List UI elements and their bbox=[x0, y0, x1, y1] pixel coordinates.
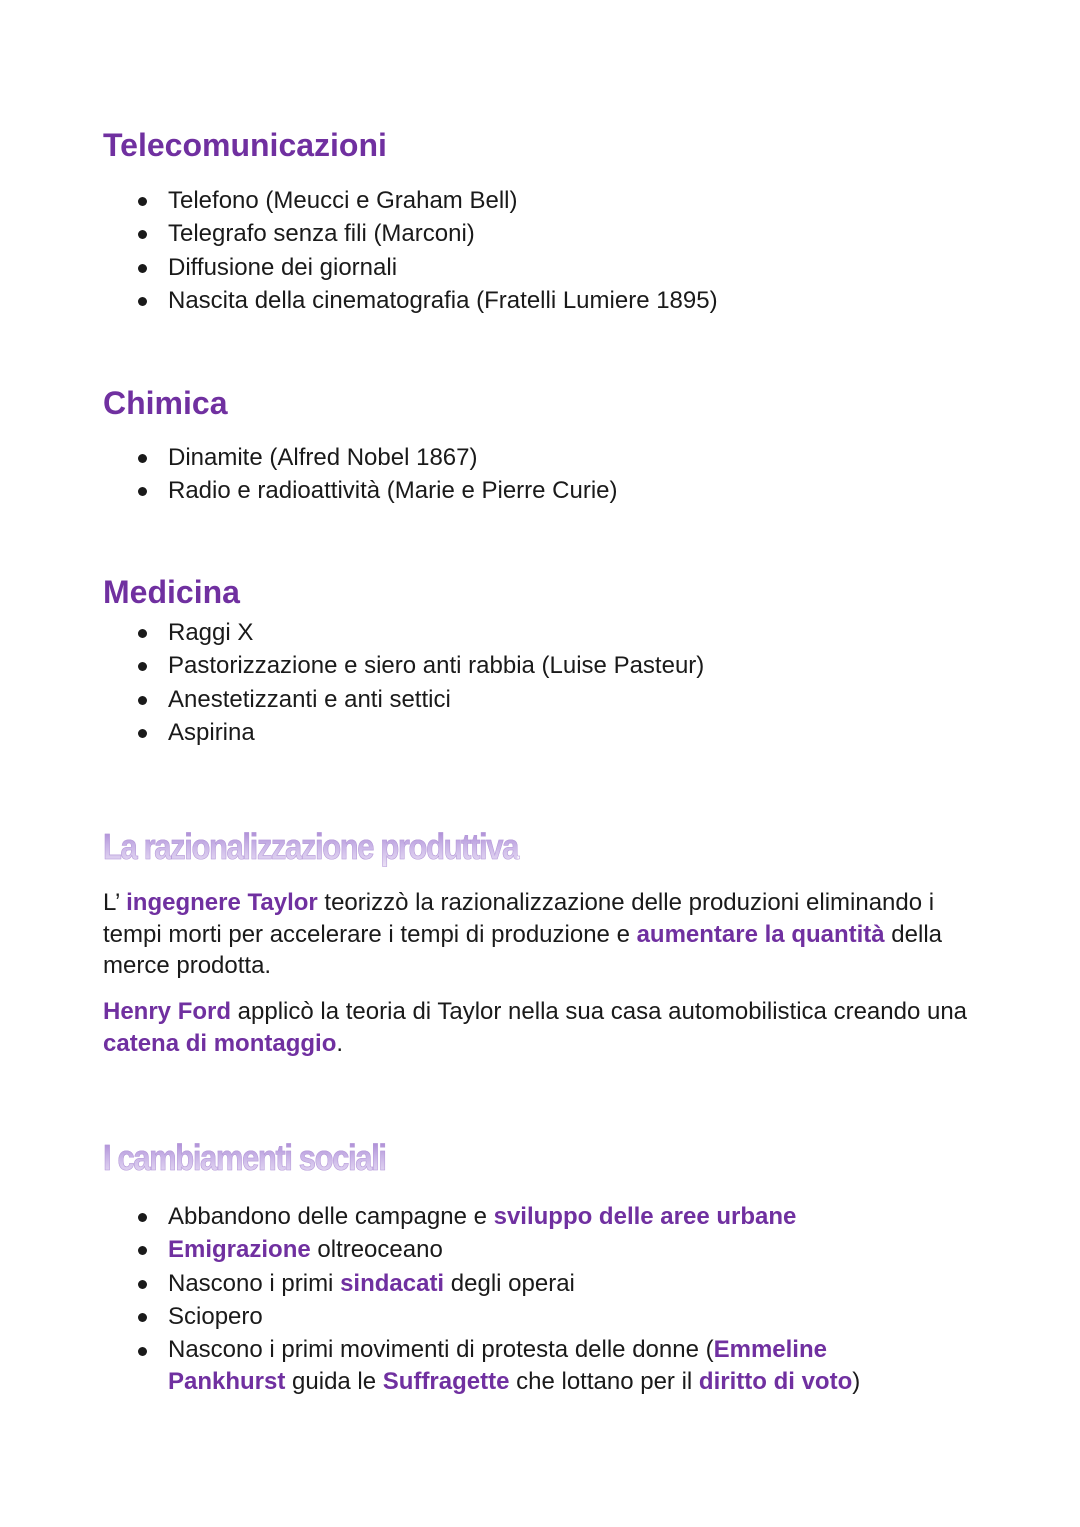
list-medicina bbox=[103, 616, 704, 749]
list-item: Aspirina bbox=[103, 716, 704, 749]
heading-chimica: Chimica bbox=[103, 385, 228, 421]
bullet-icon bbox=[138, 487, 147, 496]
list-item: Pastorizzazione e siero anti rabbia (Luise Pasteur) bbox=[103, 649, 704, 682]
bullet-icon bbox=[138, 1246, 147, 1255]
list-item: Telefono (Meucci e Graham Bell) bbox=[103, 184, 718, 217]
bullet-icon bbox=[138, 454, 147, 463]
list-chimica bbox=[103, 441, 618, 508]
bullet-icon bbox=[138, 1347, 147, 1356]
heading-cambiamenti-sociali: I cambiamenti sociali bbox=[103, 1137, 386, 1178]
list-item: Sciopero bbox=[103, 1300, 928, 1333]
list-item: Dinamite (Alfred Nobel 1867) bbox=[103, 441, 618, 474]
list-item: Nascita della cinematografia (Fratelli Lumiere 1895) bbox=[103, 284, 718, 317]
list-item: Abbandono delle campagne e sviluppo delle aree urbane bbox=[103, 1200, 928, 1233]
list-item: Telegrafo senza fili (Marconi) bbox=[103, 217, 718, 250]
bullet-icon bbox=[138, 1213, 147, 1222]
bullet-icon bbox=[138, 629, 147, 638]
heading-razionalizzazione: La razionalizzazione produttiva bbox=[103, 826, 518, 867]
paragraph-ford: Henry Ford applicò la teoria di Taylor nella sua casa automobilistica creando una catena di montaggio. bbox=[103, 998, 968, 1057]
list-item: Raggi X bbox=[103, 616, 704, 649]
list-item: Anestetizzanti e anti settici bbox=[103, 683, 704, 716]
list-item: Nascono i primi movimenti di protesta delle donne (Emmeline Pankhurst guida le Suffragette che lottano per il diritto di voto) bbox=[103, 1333, 928, 1397]
bullet-icon bbox=[138, 197, 147, 206]
paragraph-taylor: L’ ingegnere Taylor teorizzò la razionalizzazione delle produzioni eliminando i tempi morti per accelerare i tempi di produzione e aumentare la quantità della merce prodotta. bbox=[103, 889, 943, 979]
bullet-icon bbox=[138, 729, 147, 738]
bullet-icon bbox=[138, 297, 147, 306]
bullet-icon bbox=[138, 1280, 147, 1289]
bullet-icon bbox=[138, 662, 147, 671]
list-item: Diffusione dei giornali bbox=[103, 251, 718, 284]
list-item: Nascono i primi sindacati degli operai bbox=[103, 1267, 928, 1300]
bullet-icon bbox=[138, 1313, 147, 1322]
bullet-icon bbox=[138, 696, 147, 705]
heading-telecomunicazioni: Telecomunicazioni bbox=[103, 127, 387, 163]
list-cambiamenti-sociali bbox=[103, 1200, 928, 1397]
heading-medicina: Medicina bbox=[103, 574, 240, 610]
list-item: Emigrazione oltreoceano bbox=[103, 1233, 928, 1266]
bullet-icon bbox=[138, 264, 147, 273]
list-item: Radio e radioattività (Marie e Pierre Curie) bbox=[103, 474, 618, 507]
list-telecomunicazioni bbox=[103, 184, 718, 317]
bullet-icon bbox=[138, 230, 147, 239]
